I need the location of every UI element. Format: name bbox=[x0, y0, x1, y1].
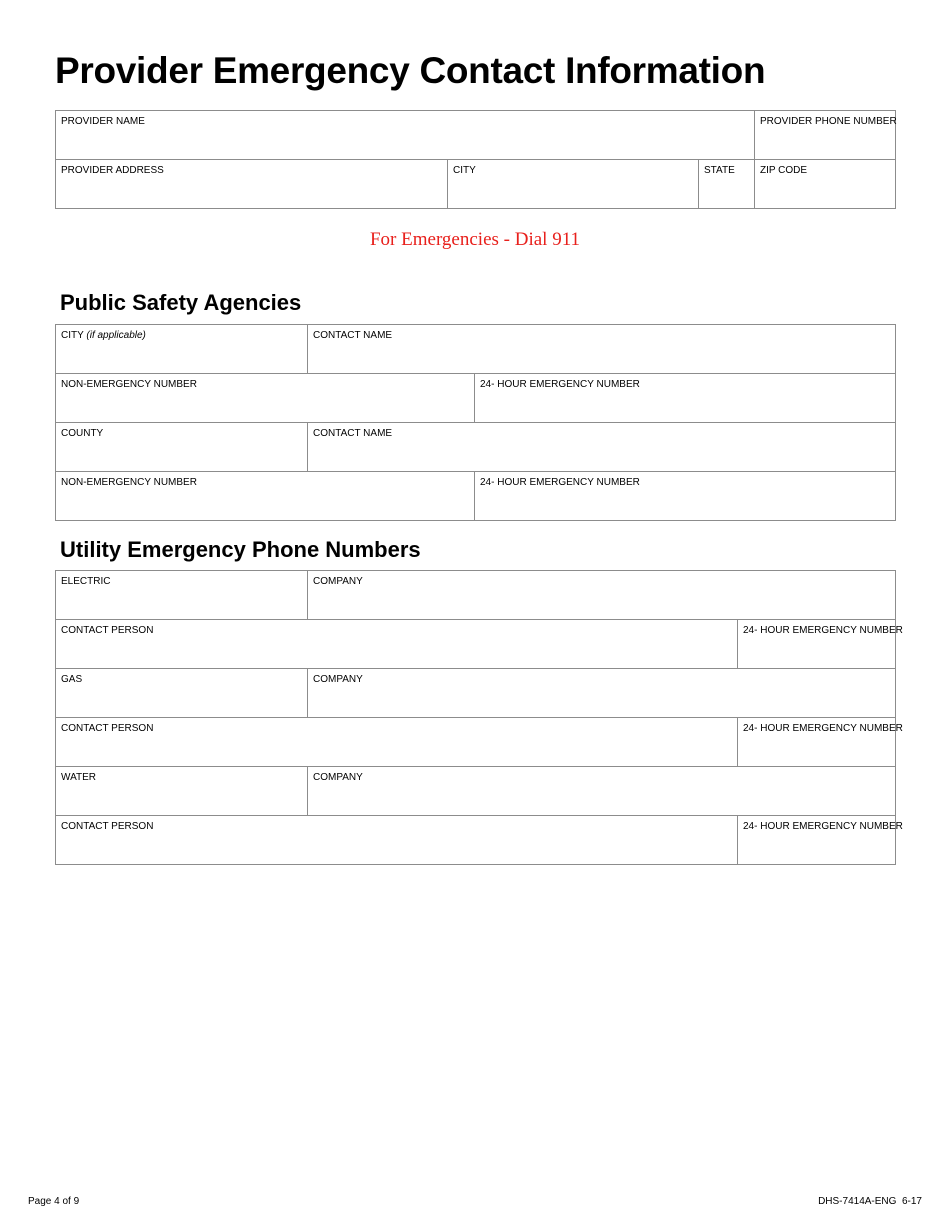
water-company-field[interactable] bbox=[308, 767, 896, 816]
city-24h-emergency-field[interactable] bbox=[475, 374, 896, 423]
provider-city-field[interactable] bbox=[448, 160, 699, 209]
city-note: (if applicable) bbox=[86, 330, 146, 341]
emergency-24h-label: 24- HOUR EMERGENCY NUMBER bbox=[743, 625, 903, 636]
company-label: COMPANY bbox=[313, 576, 363, 587]
county-field[interactable] bbox=[56, 423, 308, 472]
provider-name-field[interactable] bbox=[56, 111, 755, 160]
non-emergency-label: NON-EMERGENCY NUMBER bbox=[61, 379, 197, 390]
public-safety-heading: Public Safety Agencies bbox=[60, 290, 302, 315]
page-title: Provider Emergency Contact Information bbox=[55, 50, 766, 91]
water-field[interactable] bbox=[56, 767, 308, 816]
electric-24h-emergency-field[interactable] bbox=[738, 620, 903, 669]
electric-label: ELECTRIC bbox=[61, 576, 111, 587]
provider-city-label: CITY bbox=[453, 165, 476, 176]
contact-person-label: CONTACT PERSON bbox=[61, 821, 154, 832]
emergency-24h-label: 24- HOUR EMERGENCY NUMBER bbox=[743, 723, 903, 734]
electric-field[interactable] bbox=[56, 571, 308, 620]
county-non-emergency-field[interactable] bbox=[56, 472, 475, 521]
city-non-emergency-field[interactable] bbox=[56, 374, 475, 423]
gas-label: GAS bbox=[61, 674, 83, 685]
city-contact-name-field[interactable] bbox=[308, 325, 896, 374]
water-contact-person-field[interactable] bbox=[56, 816, 738, 865]
emergency-notice: For Emergencies - Dial 911 bbox=[369, 229, 580, 250]
provider-state-field[interactable] bbox=[699, 160, 755, 209]
gas-contact-person-field[interactable] bbox=[56, 718, 738, 767]
form-id: DHS-7414A-ENG 6-17 bbox=[818, 1196, 922, 1207]
provider-info-table bbox=[55, 110, 896, 209]
county-label: COUNTY bbox=[61, 428, 104, 439]
gas-company-field[interactable] bbox=[308, 669, 896, 718]
water-label: WATER bbox=[61, 772, 96, 783]
provider-address-field[interactable] bbox=[56, 160, 448, 209]
utilities-heading: Utility Emergency Phone Numbers bbox=[60, 537, 421, 562]
emergency-24h-label: 24- HOUR EMERGENCY NUMBER bbox=[480, 379, 640, 390]
provider-state-label: STATE bbox=[704, 165, 735, 176]
provider-phone-label: PROVIDER PHONE NUMBER bbox=[760, 116, 897, 127]
contact-name-label: CONTACT NAME bbox=[313, 428, 393, 439]
contact-person-label: CONTACT PERSON bbox=[61, 723, 154, 734]
gas-field[interactable] bbox=[56, 669, 308, 718]
company-label: COMPANY bbox=[313, 674, 363, 685]
electric-contact-person-field[interactable] bbox=[56, 620, 738, 669]
non-emergency-label: NON-EMERGENCY NUMBER bbox=[61, 477, 197, 488]
city-label: CITY (if applicable) bbox=[61, 330, 146, 341]
provider-zip-label: ZIP CODE bbox=[760, 165, 808, 176]
contact-person-label: CONTACT PERSON bbox=[61, 625, 154, 636]
company-label: COMPANY bbox=[313, 772, 363, 783]
city-field[interactable] bbox=[56, 325, 308, 374]
contact-name-label: CONTACT NAME bbox=[313, 330, 393, 341]
provider-phone-field[interactable] bbox=[755, 111, 896, 160]
utilities-table bbox=[55, 570, 903, 865]
public-safety-table bbox=[55, 324, 896, 521]
emergency-24h-label: 24- HOUR EMERGENCY NUMBER bbox=[743, 821, 903, 832]
county-24h-emergency-field[interactable] bbox=[475, 472, 896, 521]
county-contact-name-field[interactable] bbox=[308, 423, 896, 472]
provider-name-label: PROVIDER NAME bbox=[61, 116, 145, 127]
provider-address-label: PROVIDER ADDRESS bbox=[61, 165, 164, 176]
electric-company-field[interactable] bbox=[308, 571, 896, 620]
emergency-24h-label: 24- HOUR EMERGENCY NUMBER bbox=[480, 477, 640, 488]
provider-zip-field[interactable] bbox=[755, 160, 896, 209]
gas-24h-emergency-field[interactable] bbox=[738, 718, 903, 767]
water-24h-emergency-field[interactable] bbox=[738, 816, 903, 865]
page-number: Page 4 of 9 bbox=[28, 1196, 80, 1207]
